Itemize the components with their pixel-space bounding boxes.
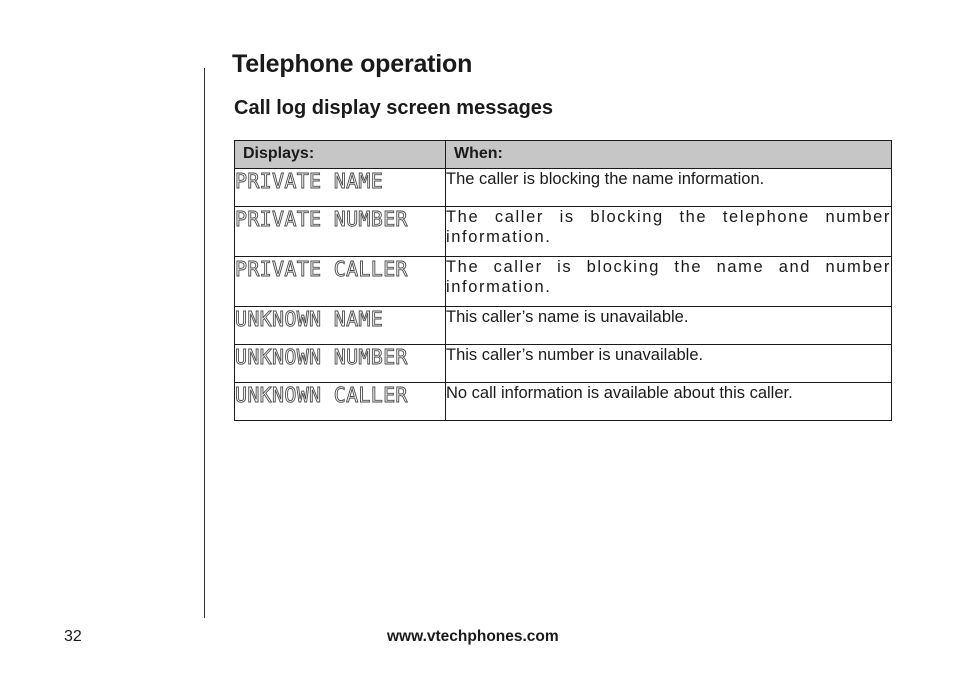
table-row xyxy=(235,345,892,383)
header-displays: Displays: xyxy=(235,141,446,169)
when-description: This caller’s name is unavailable. xyxy=(446,307,892,345)
display-message: PRIVATE NAME xyxy=(235,169,446,207)
table-row xyxy=(235,257,892,307)
when-description: This caller’s number is unavailable. xyxy=(446,345,892,383)
margin-rule xyxy=(204,68,205,618)
table-row xyxy=(235,169,892,207)
page-number: 32 xyxy=(64,628,82,645)
table-row xyxy=(235,307,892,345)
when-description: The caller is blocking the name information. xyxy=(446,169,892,207)
section-title: Telephone operation xyxy=(232,50,473,78)
header-when: When: xyxy=(446,141,892,169)
display-message: UNKNOWN CALLER xyxy=(235,383,446,421)
table-row xyxy=(235,383,892,421)
footer-url: www.vtechphones.com xyxy=(387,628,559,645)
when-description: No call information is available about this caller. xyxy=(446,383,892,421)
when-description: The caller is blocking the name and number information. xyxy=(446,257,892,307)
call-log-messages-table xyxy=(234,140,892,421)
table-header-row xyxy=(235,141,892,169)
display-message: PRIVATE CALLER xyxy=(235,257,446,307)
table-row xyxy=(235,207,892,257)
subsection-title: Call log display screen messages xyxy=(234,97,554,119)
when-description: The caller is blocking the telephone number information. xyxy=(446,207,892,257)
display-message: UNKNOWN NUMBER xyxy=(235,345,446,383)
display-message: UNKNOWN NAME xyxy=(235,307,446,345)
display-message: PRIVATE NUMBER xyxy=(235,207,446,257)
